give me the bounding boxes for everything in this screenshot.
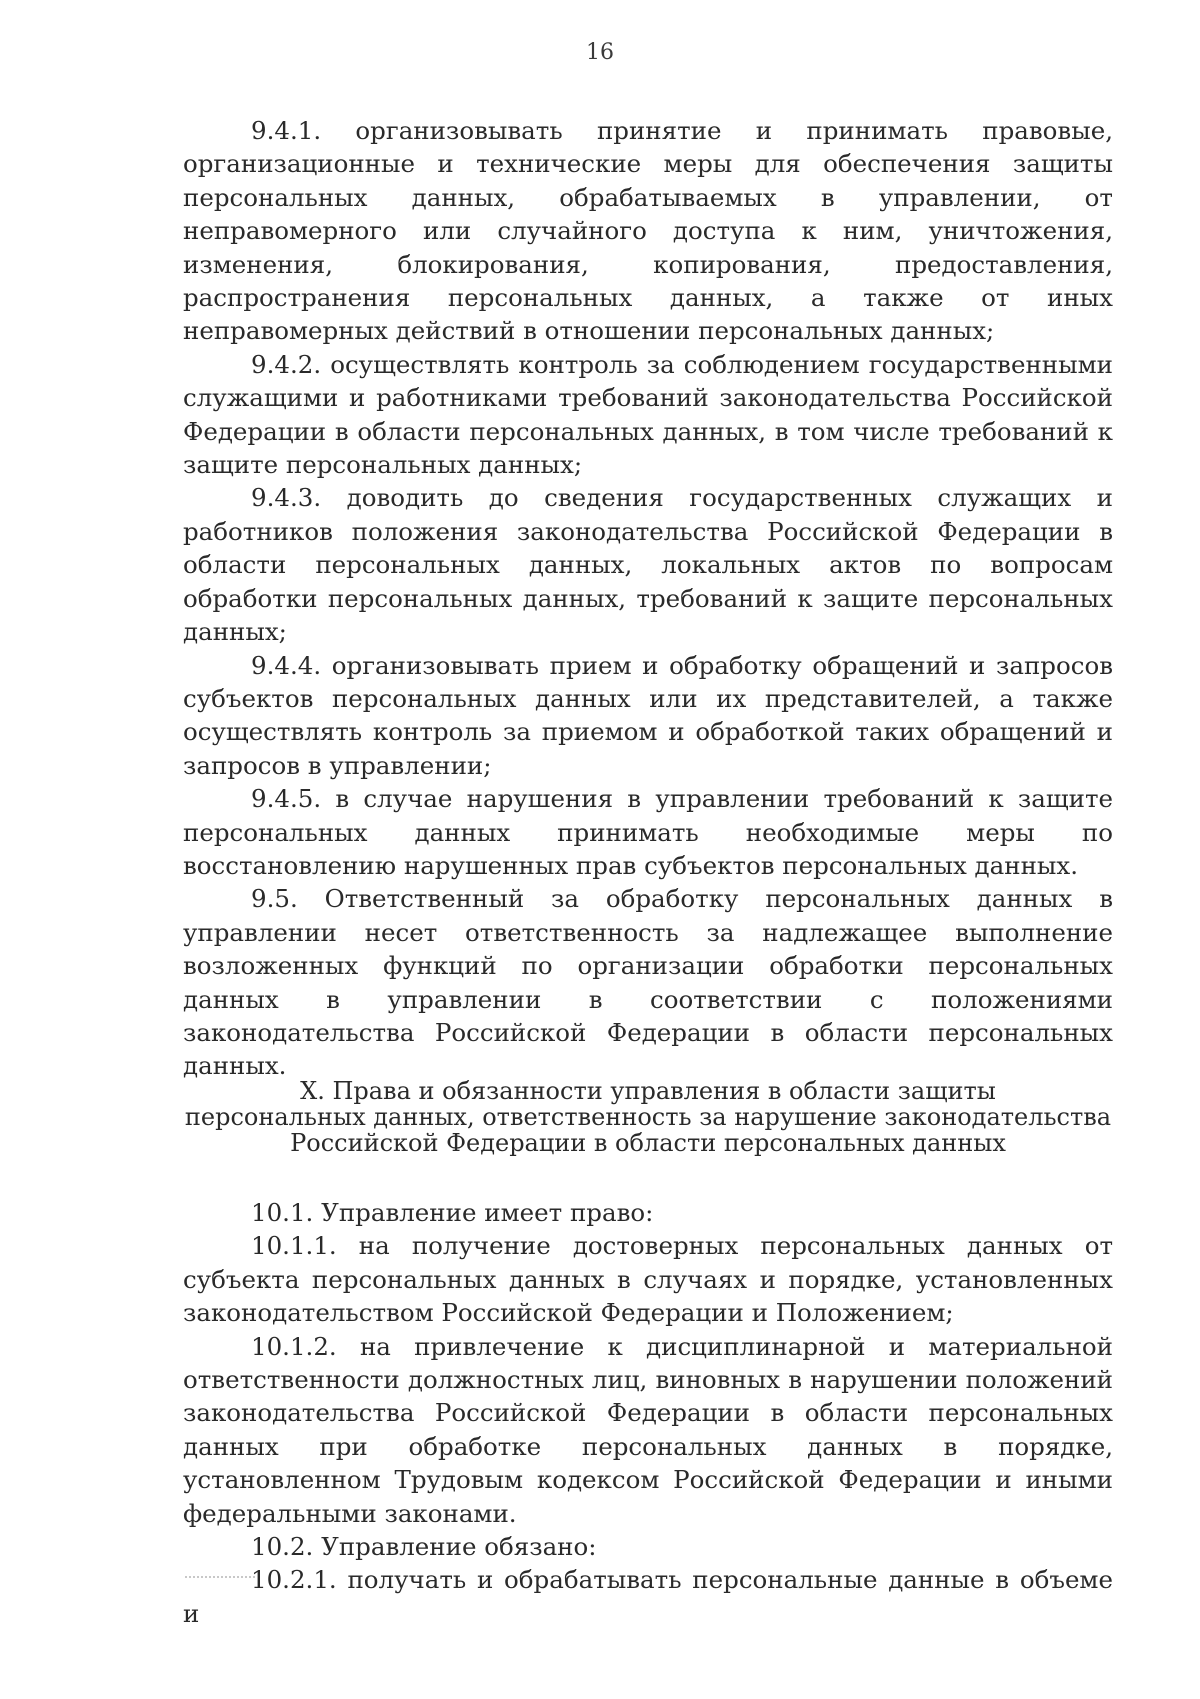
paragraph-9-4-5: 9.4.5. в случае нарушения в управлении требований к защите персональных данных принимать необходимые меры по восстановлению нарушенных прав субъектов персональных данных. — [183, 784, 1113, 880]
heading-line-1: X. Права и обязанности управления в области защиты — [300, 1077, 996, 1105]
paragraph-10-2-1: 10.2.1. получать и обрабатывать персональные данные в объеме и — [183, 1565, 1113, 1628]
page-number: 16 — [586, 40, 614, 65]
heading-line-3: Российской Федерации в области персональных данных — [290, 1129, 1006, 1157]
paragraph-10-1: 10.1. Управление имеет право: — [251, 1198, 654, 1227]
section-heading — [183, 1078, 1113, 1156]
paragraph-9-4-3: 9.4.3. доводить до сведения государственных служащих и работников положения законодательства Российской Федерации в области персональных данных, локальных актов по вопросам обработки персональных данных, требований к защите персональных данных; — [183, 483, 1113, 647]
paragraph-9-4-1: 9.4.1. организовывать принятие и принимать правовые, организационные и технические меры для обеспечения защиты персональных данных, обрабатываемых в управлении, от неправомерного или случайного доступа к ним, уничтожения, изменения, блокирования, копирования, предоставления, распространения персональных данных, а также от иных неправомерных действий в отношении персональных данных; — [183, 116, 1113, 346]
paragraph-10-1-1: 10.1.1. на получение достоверных персональных данных от субъекта персональных данных в случаях и порядке, установленных законодательством Российской Федерации и Положением; — [183, 1231, 1113, 1328]
scan-artifact — [185, 1576, 255, 1582]
section-10-body — [183, 1196, 1113, 1630]
paragraph-10-1-2: 10.1.2. на привлечение к дисциплинарной и материальной ответственности должностных лиц, виновных в нарушении положений законодательства Российской Федерации в области персональных данных при обработке персональных данных в порядке, установленном Трудовым кодексом Российской Федерации и иными федеральными законами. — [183, 1331, 1113, 1528]
paragraph-9-4-4: 9.4.4. организовывать прием и обработку обращений и запросов субъектов персональных данных или их представителей, а также осуществлять контроль за приемом и обработкой таких обращений и запросов в управлении; — [183, 650, 1113, 780]
section-9-body — [183, 114, 1113, 1083]
paragraph-10-2: 10.2. Управление обязано: — [251, 1532, 597, 1562]
heading-line-2: персональных данных, ответственность за нарушение законодательства — [184, 1103, 1112, 1131]
paragraph-9-5: 9.5. Ответственный за обработку персональных данных в управлении несет ответственность за надлежащее выполнение возложенных функций по организации обработки персональных данных в управлении в соответствии с положениями законодательства Российской Федерации в области персональных данных. — [183, 884, 1113, 1081]
paragraph-9-4-2: 9.4.2. осуществлять контроль за соблюдением государственными служащими и работниками требований законодательства Российской Федерации в области персональных данных, в том числе требований к защите персональных данных; — [183, 349, 1113, 480]
